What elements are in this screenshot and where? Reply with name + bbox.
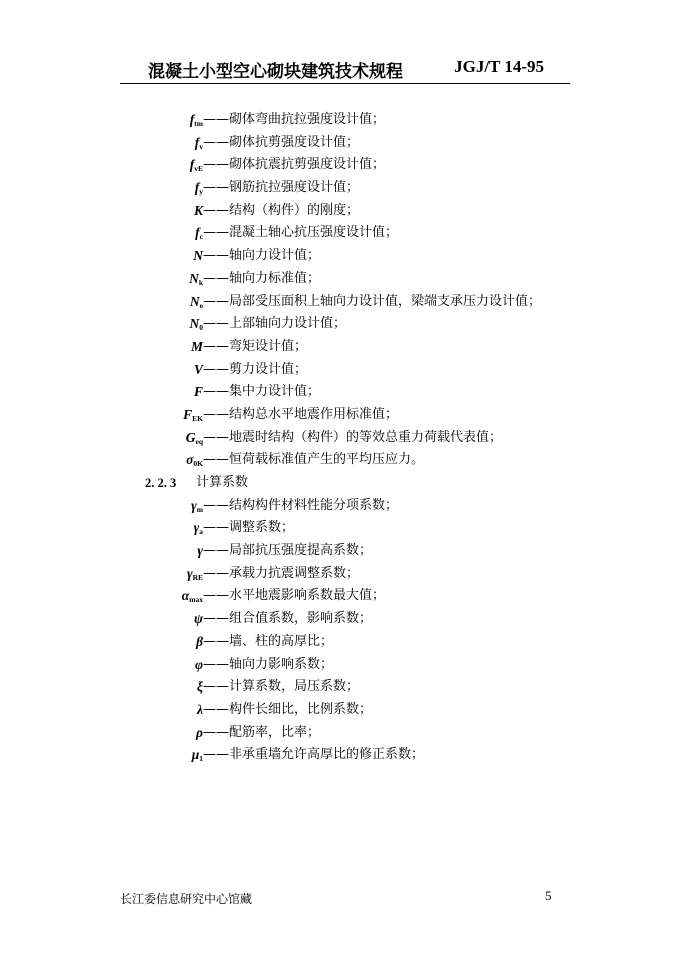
symbol-subscript: 0 bbox=[199, 323, 203, 333]
symbol bbox=[192, 744, 203, 771]
symbol-letter: N bbox=[189, 293, 200, 309]
symbol-row bbox=[0, 449, 687, 472]
symbol-letter: σ bbox=[186, 452, 194, 468]
section-number: 2. 2. 3 bbox=[145, 476, 177, 490]
symbol-letter: M bbox=[190, 338, 203, 354]
symbol-letter: f bbox=[195, 225, 200, 241]
symbol-definition: ——承载力抗震调整系数； bbox=[203, 565, 360, 581]
symbol-subscript: vE bbox=[194, 164, 203, 174]
symbol-definition: ——地震时结构（构件）的等效总重力荷载代表值； bbox=[203, 429, 503, 445]
symbol-list bbox=[0, 109, 687, 767]
symbol-definition: ——构件长细比，比例系数； bbox=[203, 701, 373, 717]
symbol-letter: f bbox=[189, 112, 195, 127]
symbol-row bbox=[0, 540, 687, 563]
symbol-letter: φ bbox=[195, 656, 203, 672]
symbol-letter: N bbox=[193, 248, 203, 264]
symbol-letter: γ bbox=[193, 520, 200, 536]
symbol-letter: γ bbox=[197, 543, 203, 559]
symbol-definition: ——局部抗压强度提高系数； bbox=[203, 543, 373, 559]
symbol-letter: α bbox=[181, 588, 190, 604]
standard-code: JGJ/T 14-95 bbox=[454, 57, 544, 76]
symbol-definition: ——调整系数； bbox=[203, 520, 295, 536]
symbol-letter: V bbox=[193, 361, 203, 377]
symbol-row bbox=[0, 359, 687, 382]
section-title: 计算系数 bbox=[196, 475, 249, 490]
symbol-row bbox=[0, 291, 687, 314]
symbol-row bbox=[0, 517, 687, 540]
symbol-row bbox=[0, 132, 687, 155]
symbol-subscript: EK bbox=[192, 413, 203, 423]
symbol-letter: ρ bbox=[196, 724, 203, 740]
symbol-letter: G bbox=[185, 429, 196, 445]
symbol-subscript: v bbox=[199, 141, 203, 151]
symbol-row bbox=[0, 200, 687, 223]
symbol-definition: ——砌体抗震抗剪强度设计值； bbox=[203, 157, 386, 173]
symbol-group-coefficients bbox=[0, 495, 687, 767]
symbol-letter: μ bbox=[191, 747, 200, 763]
symbol-subscript: tm bbox=[194, 119, 203, 128]
symbol-definition: ——组合值系数，影响系数； bbox=[203, 611, 373, 627]
symbol-definition: ——非承重墙允许高厚比的修正系数； bbox=[203, 747, 425, 763]
symbol-letter: N bbox=[189, 316, 200, 332]
symbol-definition: ——集中力设计值； bbox=[203, 384, 321, 400]
symbol-definition: ——恒荷载标准值产生的平均压应力。 bbox=[203, 452, 425, 468]
symbol-row bbox=[0, 699, 687, 722]
symbol-letter: γ bbox=[191, 497, 197, 513]
symbol-subscript: 1 bbox=[199, 754, 203, 764]
symbol-row bbox=[0, 154, 687, 177]
symbol-row bbox=[0, 336, 687, 359]
symbol-definition: ——钢筋抗拉强度设计值； bbox=[203, 180, 360, 196]
symbol-letter: f bbox=[194, 134, 200, 150]
symbol-row bbox=[0, 268, 687, 291]
symbol-definition: ——水平地震影响系数最大值； bbox=[203, 588, 386, 604]
symbol-row bbox=[0, 495, 687, 518]
symbol-letter: N bbox=[189, 270, 199, 286]
symbol-row bbox=[0, 222, 687, 245]
symbol-letter: f bbox=[194, 180, 200, 196]
page-number: 5 bbox=[545, 888, 552, 903]
symbol-definition: ——配筋率，比率； bbox=[203, 724, 321, 740]
symbol-subscript: k bbox=[198, 277, 203, 287]
symbol-row bbox=[0, 631, 687, 654]
symbol-definition: ——墙、柱的高厚比； bbox=[203, 633, 334, 649]
symbol-row bbox=[0, 177, 687, 200]
page-header bbox=[120, 55, 570, 84]
symbol-definition: ——结构总水平地震作用标准值； bbox=[203, 406, 399, 422]
symbol-row bbox=[0, 722, 687, 745]
symbol-definition: ——结构（构件）的刚度； bbox=[203, 202, 360, 218]
symbol-definition: ——砌体弯曲抗拉强度设计值； bbox=[203, 112, 386, 127]
symbol-letter: β bbox=[196, 633, 203, 649]
symbol-group-action-effects bbox=[0, 109, 687, 472]
symbol-subscript: eq bbox=[195, 436, 203, 446]
symbol-row bbox=[0, 313, 687, 336]
symbol-subscript: e bbox=[199, 300, 203, 310]
symbol-subscript: max bbox=[189, 595, 203, 605]
symbol-subscript: a bbox=[199, 527, 203, 537]
symbol-row bbox=[0, 563, 687, 586]
symbol-definition: ——结构构件材料性能分项系数； bbox=[203, 497, 399, 513]
footer-source: 长江委信息研究中心馆藏 bbox=[120, 892, 253, 906]
symbol-subscript: m bbox=[196, 504, 203, 514]
symbol-definition: ——轴向力影响系数； bbox=[203, 656, 334, 672]
symbol-row bbox=[0, 744, 687, 767]
symbol-letter: K bbox=[193, 202, 203, 218]
symbol-definition: ——轴向力标准值； bbox=[203, 270, 321, 286]
symbol-subscript: c bbox=[199, 232, 203, 242]
symbol-row bbox=[0, 381, 687, 404]
symbol-letter: F bbox=[193, 384, 203, 400]
symbol-definition: ——弯矩设计值； bbox=[203, 338, 308, 354]
symbol-letter: F bbox=[183, 406, 193, 422]
symbol-letter: ψ bbox=[193, 611, 203, 627]
document-title: 混凝土小型空心砌块建筑技术规程 bbox=[148, 62, 403, 82]
symbol-definition: ——砌体抗剪强度设计值； bbox=[203, 134, 360, 150]
symbol-subscript: 0K bbox=[193, 459, 203, 469]
symbol-row bbox=[0, 608, 687, 631]
symbol-letter: γ bbox=[186, 565, 193, 581]
symbol-definition: ——计算系数，局压系数； bbox=[203, 679, 360, 695]
symbol-definition: ——混凝土轴心抗压强度设计值； bbox=[203, 225, 399, 241]
symbol-row bbox=[0, 109, 687, 132]
symbol-subscript: y bbox=[199, 187, 203, 197]
symbol-definition: ——剪力设计值； bbox=[203, 361, 308, 377]
section-heading bbox=[0, 472, 687, 495]
symbol-letter: f bbox=[189, 157, 195, 173]
symbol-row bbox=[0, 676, 687, 699]
symbol-definition: ——局部受压面积上轴向力设计值，梁端支承压力设计值； bbox=[203, 293, 542, 309]
symbol-row bbox=[0, 404, 687, 427]
symbol-row bbox=[0, 654, 687, 677]
symbol-row bbox=[0, 585, 687, 608]
symbol-definition: ——轴向力设计值； bbox=[203, 248, 321, 264]
symbol-row bbox=[0, 245, 687, 268]
symbol-letter: λ bbox=[197, 701, 203, 717]
symbol-letter: ξ bbox=[196, 679, 203, 695]
symbol-definition: ——上部轴向力设计值； bbox=[203, 316, 347, 332]
symbol-subscript: RE bbox=[192, 572, 203, 582]
symbol-row bbox=[0, 427, 687, 450]
